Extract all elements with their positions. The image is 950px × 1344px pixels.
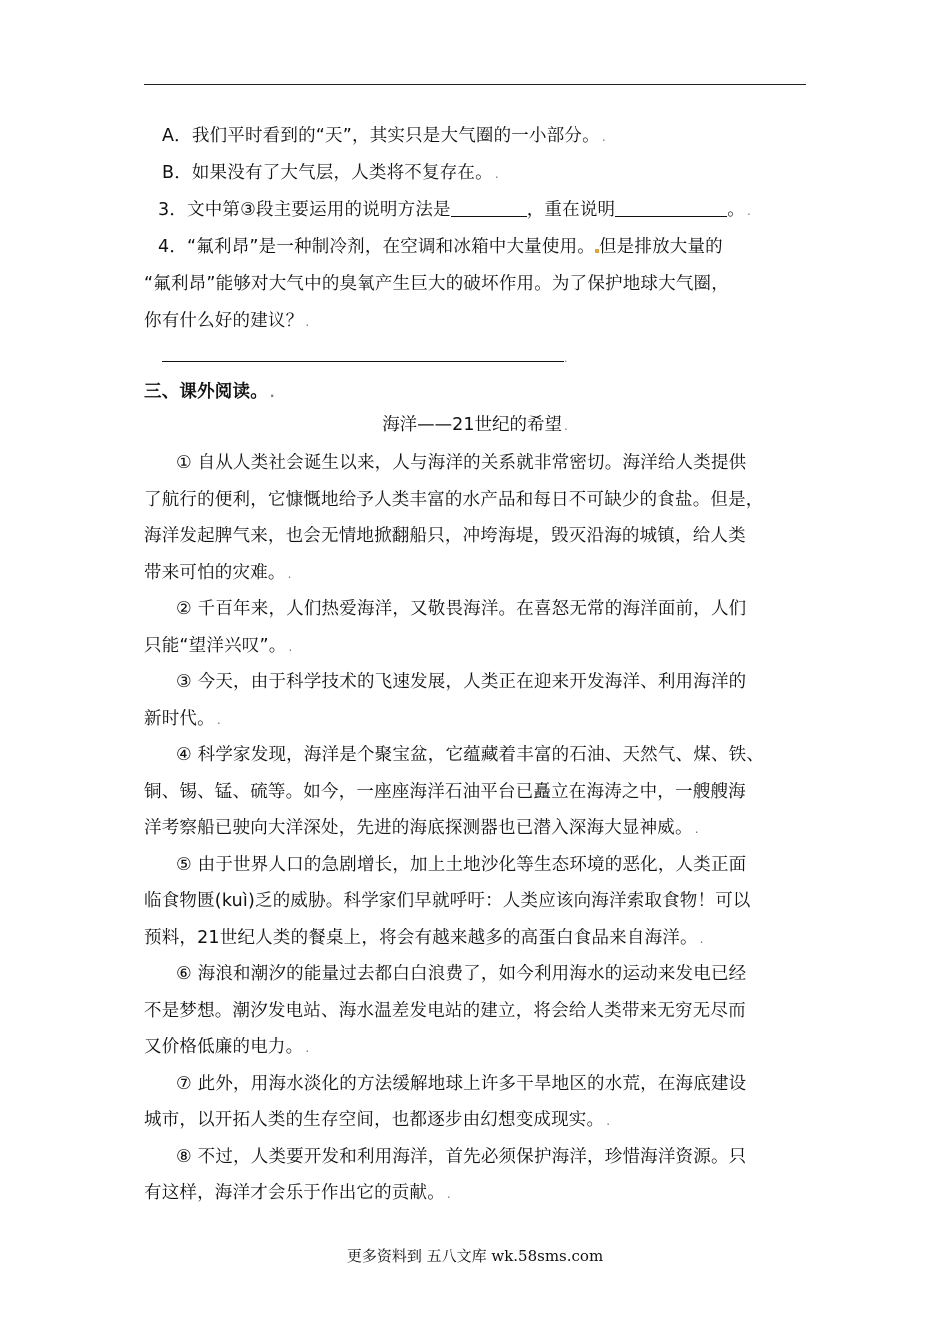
- passage-line-7: ③ 今天，由于科学技术的飞速发展，人类正在迎来开发海洋、利用海洋的: [176, 672, 747, 692]
- passage-line-6: 只能“望洋兴叹”。 .: [144, 636, 293, 656]
- q3-blank-purpose[interactable]: [615, 198, 727, 217]
- passage-line-1: ① 自从人类社会诞生以来，人与海洋的关系就非常密切。海洋给人类提供: [176, 453, 747, 473]
- top-rule: [144, 84, 806, 85]
- passage-line-18: ⑦ 此外，用海水淡化的方法缓解地球上许多干旱地区的水荒，在海底建设: [176, 1074, 747, 1094]
- passage-line-14: 预料，21世纪人类的餐桌上，将会有越来越多的高蛋白食品来自海洋。 .: [144, 928, 704, 948]
- passage-line-10: 铜、锡、锰、硫等。如今，一座座海洋石油平台已矗立在海涛之中，一艘艘海: [144, 782, 746, 802]
- passage-line-20: ⑧ 不过，人类要开发和利用海洋，首先必须保护海洋，珍惜海洋资源。只: [176, 1147, 747, 1167]
- section-3-heading: 三、课外阅读。 .: [144, 382, 275, 402]
- question-4-line-1: 4．“氟利昂”是一种制冷剂，在空调和冰箱中大量使用。 但是排放大量的: [158, 237, 723, 257]
- passage-line-2: 了航行的便利，它慷慨地给予人类丰富的水产品和每日不可缺少的食盐。但是，: [144, 490, 764, 510]
- question-4-line-2: “氟利昂”能够对大气中的臭氧产生巨大的破坏作用。为了保护地球大气圈，: [144, 274, 729, 294]
- passage-line-9: ④ 科学家发现，海洋是个聚宝盆，它蕴藏着丰富的石油、天然气、煤、铁、: [176, 745, 765, 765]
- passage-line-19: 城市，以开拓人类的生存空间，也都逐步由幻想变成现实。 .: [144, 1110, 611, 1130]
- passage-title: 海洋——21世纪的希望 .: [382, 415, 568, 435]
- passage-line-21: 有这样，海洋才会乐于作出它的贡献。 .: [144, 1183, 451, 1203]
- option-a: A．我们平时看到的“天”，其实只是大气圈的一小部分。 .: [162, 126, 606, 146]
- passage-line-17: 又价格低廉的电力。 .: [144, 1037, 310, 1057]
- passage-line-12: ⑤ 由于世界人口的急剧增长，加上土地沙化等生态环境的恶化，人类正面: [176, 855, 747, 875]
- passage-line-4: 带来可怕的灾难。 .: [144, 563, 292, 583]
- question-3: 3．文中第③段主要运用的说明方法是 ，重在说明 。 .: [158, 200, 751, 220]
- footer-link[interactable]: 更多资料到 五八文库 wk.58sms.com: [346, 1247, 604, 1265]
- answer-line-mark: .: [564, 352, 568, 365]
- question-4-line-3: 你有什么好的建议？ .: [144, 311, 310, 331]
- passage-line-8: 新时代。 .: [144, 709, 221, 729]
- option-b: B．如果没有了大气层，人类将不复存在。 .: [162, 163, 499, 183]
- passage-line-11: 洋考察船已驶向大洋深处，先进的海底探测器也已潜入深海大显神威。 .: [144, 818, 699, 838]
- passage-line-5: ② 千百年来，人们热爱海洋，又敬畏海洋。在喜怒无常的海洋面前，人们: [176, 599, 747, 619]
- passage-line-13: 临食物匮(kuì)乏的威胁。科学家们早就呼吁：人类应该向海洋索取食物！可以: [144, 891, 751, 911]
- passage-line-15: ⑥ 海浪和潮汐的能量过去都白白浪费了，如今利用海水的运动来发电已经: [176, 964, 747, 984]
- q4-answer-line[interactable]: [162, 361, 564, 362]
- passage-line-3: 海洋发起脾气来，也会无情地掀翻船只，冲垮海堤，毁灭沿海的城镇，给人类: [144, 526, 746, 546]
- q3-blank-method[interactable]: [451, 198, 527, 217]
- passage-line-16: 不是梦想。潮汐发电站、海水温差发电站的建立，将会给人类带来无穷无尽而: [144, 1001, 746, 1021]
